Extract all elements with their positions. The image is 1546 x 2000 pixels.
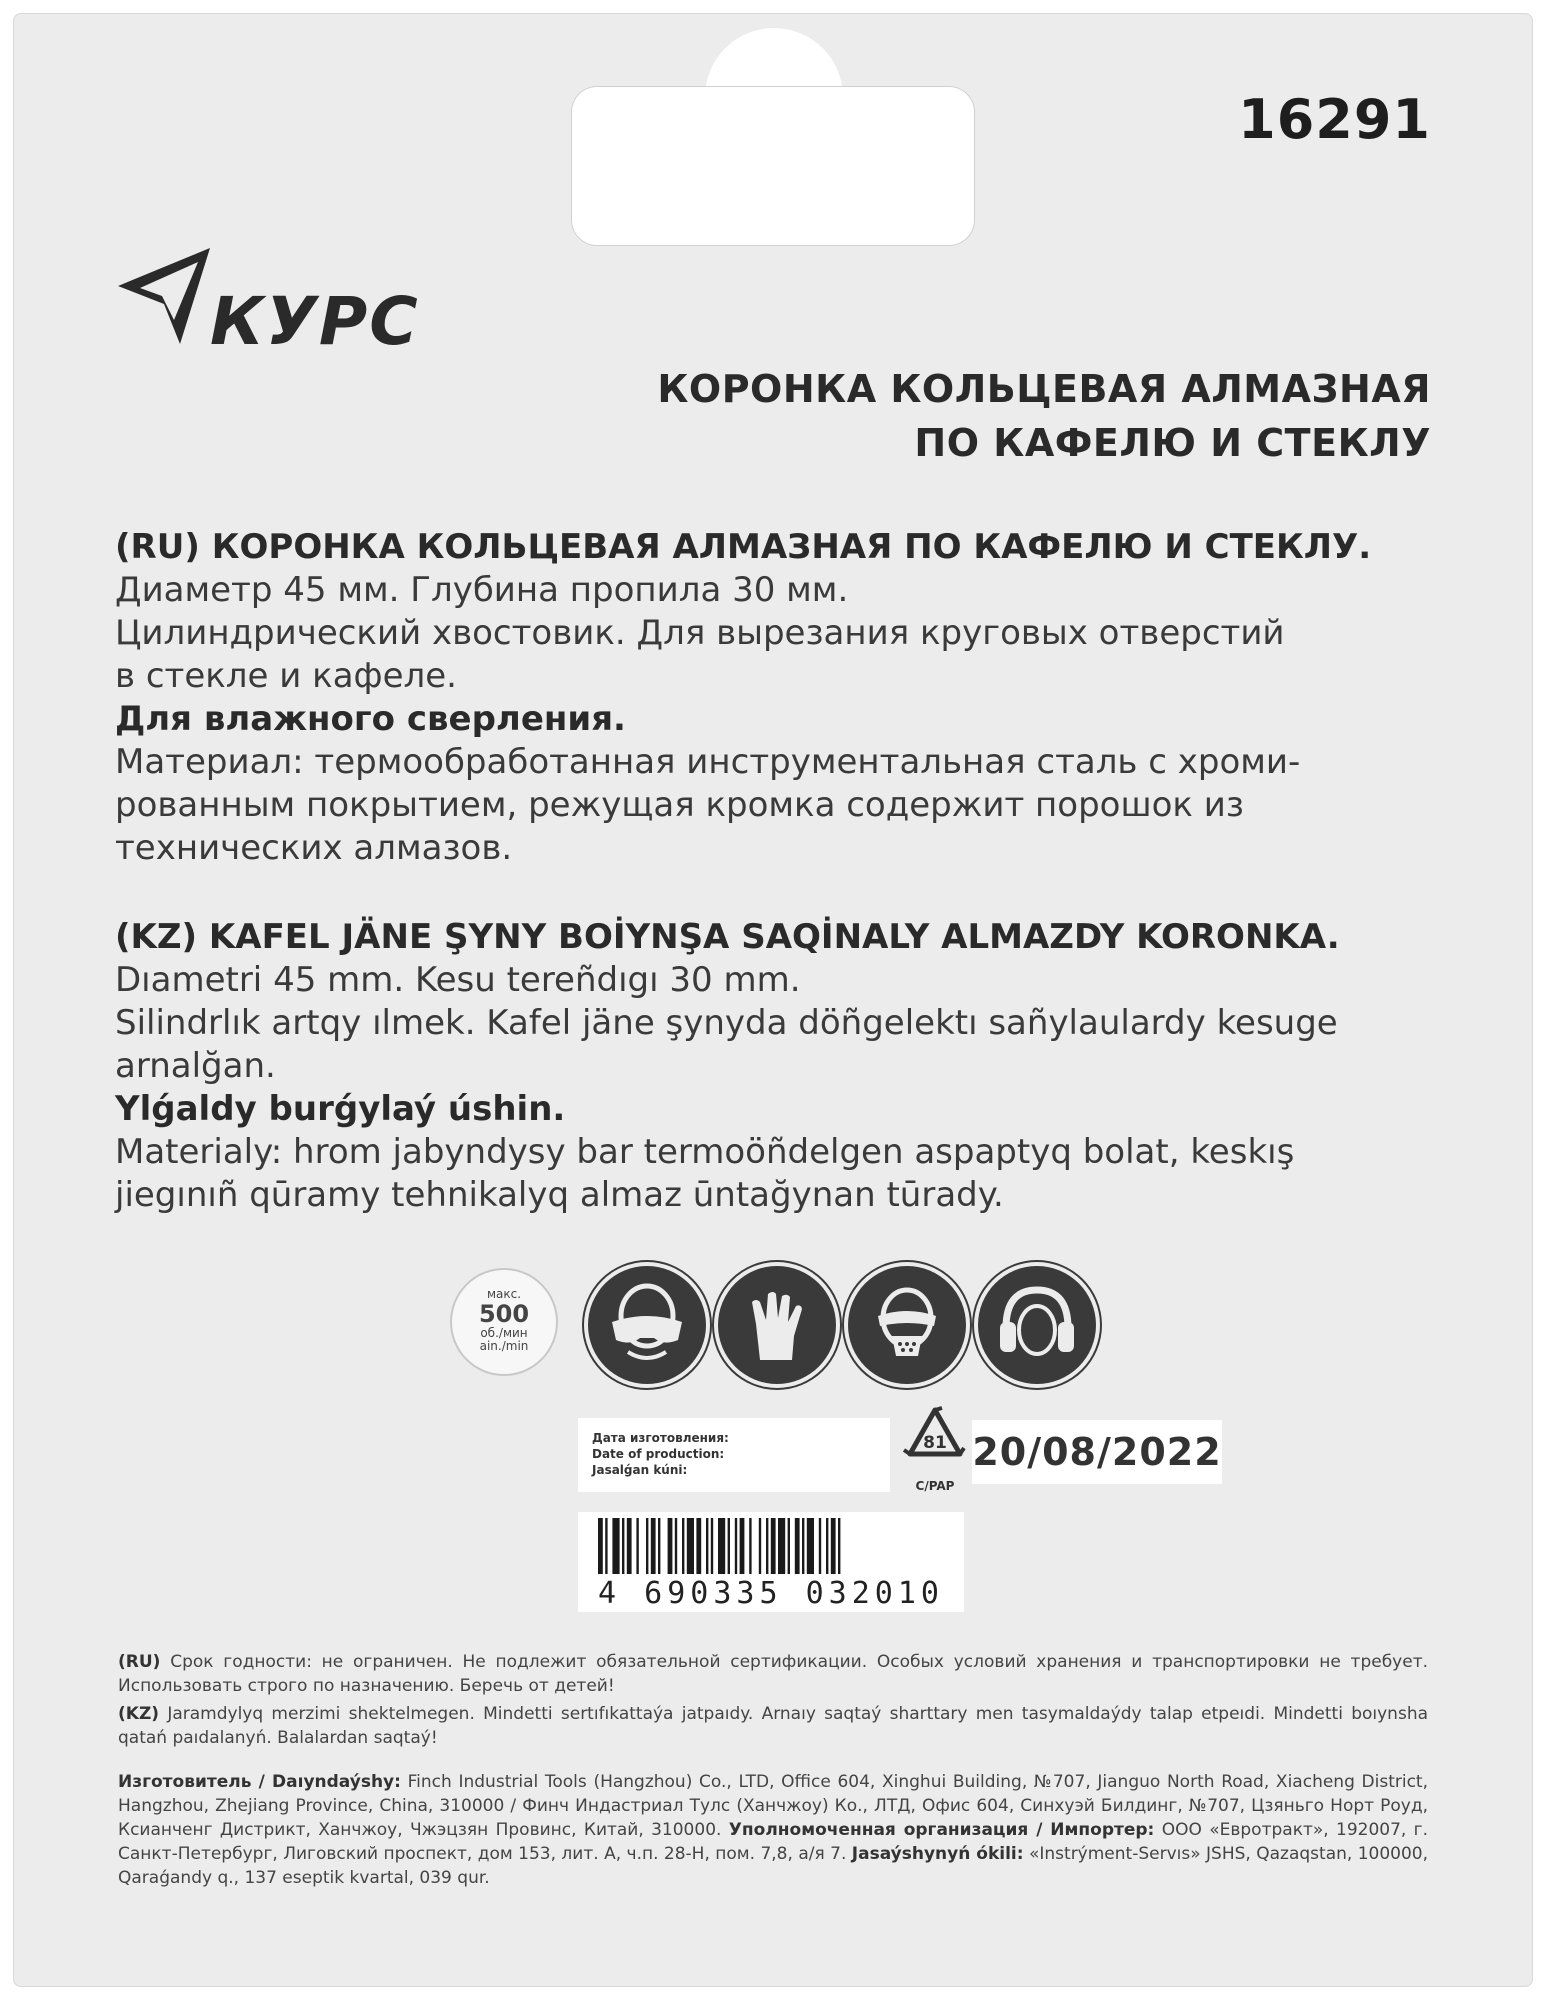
fine-kz-tag: (KZ) [118,1704,160,1724]
product-headline [657,362,1431,470]
barcode-bar [728,1518,730,1574]
barcode-bar [740,1518,745,1574]
barcode-bar [766,1518,768,1574]
barcode-bar [612,1518,619,1574]
barcode-bar [696,1518,701,1574]
barcode-bar [819,1518,821,1574]
production-label-en: Date of production: [592,1447,725,1461]
max-rpm-badge [450,1268,558,1376]
barcode-bar [682,1518,684,1574]
rpm-unit-ru: об./мин [480,1326,528,1340]
barcode-bar [658,1518,660,1574]
brand-logo [118,236,438,370]
brand-name: КУРС [210,283,420,360]
barcode-bar [826,1518,828,1574]
recycle-mark [900,1404,970,1504]
barcode-bar [771,1518,776,1574]
barcode-bar [668,1518,673,1574]
ru-material-2: рованным покрытием, режущая кромка содержит порошок из [115,785,1244,825]
production-date-labels [578,1418,890,1492]
kz-material-1: Materialy: hrom jabyndysy bar termoöñdelgen aspaptyq bolat, keskış [115,1132,1295,1172]
barcode-bar [646,1518,648,1574]
production-date: 20/08/2022 [972,1420,1222,1484]
barcode-bar [749,1518,751,1574]
rep-text: «Instrýment-Servıs» JSHS, Qazaqstan, 100000, Qaraǵandy q., 137 eseptik kvartal, 039 qur. [118,1844,1429,1888]
ru-line-3: в стекле и кафеле. [115,656,457,696]
kz-wet-note: Ylǵaldy burǵylaý úshin. [115,1089,566,1129]
barcode-digits: 4 690335 032010 [598,1576,944,1611]
ear-protection-icon [978,1266,1096,1384]
barcode-bar [687,1518,694,1574]
ru-line-1: Диаметр 45 мм. Глубина пропила 30 мм. [115,570,849,610]
barcode-bar [605,1518,607,1574]
barcode-bar [831,1518,836,1574]
kz-title: (KZ) KAFEL JÄNE ŞYNY BOİYNŞA SAQİNALY ALMAZDY KORONKA. [115,917,1340,957]
barcode-bar [807,1518,814,1574]
maker-label: Изготовитель / Daıyndaýshy: [118,1772,401,1792]
fine-ru-tag: (RU) [118,1652,161,1672]
barcode-bar [598,1518,603,1574]
kz-line-1: Dıametri 45 mm. Kesu tereñdıgı 30 mm. [115,960,801,1000]
barcode-bar [711,1518,713,1574]
kz-description [115,916,1445,1217]
ru-description [115,526,1445,870]
kz-line-3: arnalğan. [115,1046,276,1086]
fine-kz-text: Jaramdylyq merzimi shektelmegen. Mindetti sertıfıkattaýa jatpaıdy. Arnaıy saqtaý sharttary men tasymaldaýdy talap etpeıdi. Mindetti boıynsha qatań paıdalanyń. Balalardan saqtaý! [118,1704,1429,1748]
authorized-text: ООО «Евротракт», 192007, г. Санкт-Петербург, Лиговский проспект, дом 153, лит. А, ч.п. 28-Н, пом. 7,8, а/я 7. [118,1820,1429,1864]
barcode-bar [788,1518,790,1574]
fine-print-ru [118,1650,1428,1698]
headline-line-1: КОРОНКА КОЛЬЦЕВАЯ АЛМАЗНАЯ [657,367,1431,411]
rpm-unit-kz: ain./min [479,1339,529,1353]
ru-wet-note: Для влажного сверления. [115,699,626,739]
barcode-bar [622,1518,624,1574]
barcode-bar [636,1518,638,1574]
recycle-code: 81 [923,1433,947,1453]
barcode-bar [627,1518,632,1574]
barcode-bar [802,1518,804,1574]
rpm-value: 500 [478,1300,530,1328]
gloves-icon [718,1266,836,1384]
ru-line-2: Цилиндрический хвостовик. Для вырезания круговых отверстий [115,613,1285,653]
ru-title: (RU) КОРОНКА КОЛЬЦЕВАЯ АЛМАЗНАЯ ПО КАФЕЛЮ И СТЕКЛУ. [115,527,1372,567]
barcode-bars [578,1512,964,1576]
maker-text: Finch Industrial Tools (Hangzhou) Co., LTD, Office 604, Xinghui Building, №707, Jianguo North Road, Xiacheng District, Hangzhou, Zhejiang Province, China, 310000 / Финч Индастриал Тулс (Ханчжоу) Ко., ЛТД, Офис 604, Синхуэй Билдинг, №707, Цзяньго Норт Роуд, Ксианченг Дистрикт, Ханчжоу, Чжэцзян Провинс, Китай, 310000. [118,1772,1429,1840]
fine-print-kz [118,1702,1428,1750]
barcode-bar [838,1518,840,1574]
goggles-icon [588,1266,706,1384]
barcode-bar [778,1518,785,1574]
barcode-bar [735,1518,737,1574]
safety-icons-row [450,1262,1100,1392]
barcode-bar [675,1518,677,1574]
rpm-top-label: макс. [486,1287,522,1301]
kz-material-2: jiegınıñ qūramy tehnikalyq almaz ūntağynan tūrady. [115,1175,1004,1215]
fine-print-manufacturer [118,1770,1428,1890]
hang-hole [571,86,975,246]
barcode [578,1512,964,1612]
fine-ru-text: Срок годности: не ограничен. Не подлежит обязательной сертификации. Особых условий хранения и транспортировки не требует. Использовать строго по назначению. Беречь от детей! [118,1652,1429,1696]
production-label-kz: Jasalǵan kúni: [592,1463,688,1477]
authorized-label: Уполномоченная организация / Импортер: [728,1820,1155,1840]
recycle-label: C/PAP [915,1479,955,1493]
barcode-bar [706,1518,708,1574]
article-number: 16291 [1238,88,1431,151]
kz-line-2: Silindrlık artqy ılmek. Kafel jäne şynyda döñgelektı sañylaulardy kesuge [115,1003,1338,1043]
production-label-ru: Дата изготовления: [592,1431,729,1445]
barcode-bar [795,1518,800,1574]
ru-material-1: Материал: термообработанная инструментальная сталь с хроми- [115,742,1301,782]
barcode-bar [651,1518,656,1574]
ru-material-3: технических алмазов. [115,828,513,868]
headline-line-2: ПО КАФЕЛЮ И СТЕКЛУ [914,421,1431,465]
respirator-icon [848,1266,966,1384]
rep-label: Jasaýshynyń ókili: [851,1844,1024,1864]
barcode-bar [718,1518,725,1574]
recycle-icon [900,1404,970,1480]
barcode-bar [759,1518,761,1574]
